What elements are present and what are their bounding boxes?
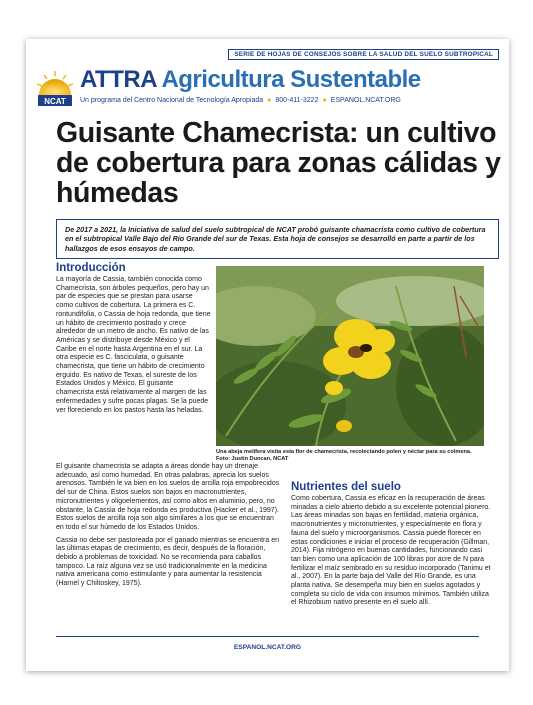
footer-rule bbox=[56, 636, 479, 637]
document-page bbox=[26, 39, 509, 671]
intro-paragraph-2: El guisante chamecrista se adapta a áreas donde hay un drenaje adecuado, así como humedad. En otras palabras, aprecia los suelos arenosos. También le va bien en los suelos de arcilla roja empobrecidos del sur de China. Estos suelos son bajos en macronutrientes, micronutrientes y oligoelementos, así como altos en aluminio, pero, no obstante, la Cassia de hoja redonda es productiva (Hacker et al., 1997). Estos suelos de arcilla roja son algo similares a los que se encuentran en todo el sur húmedo de los Estados Unidos. bbox=[56, 463, 280, 531]
intro-paragraph-1: La mayoría de Cassia, también conocida como Chamecrista, son árboles pequeños, pero hay un par de especies que se prestan para usarse como cultivos de cobertura. La primera es C. rontundifolia, o Cassia de hoja redonda, que tiene un hábito de crecimiento postrado y crece alrededor de un metro de ancho. Es nativo de las Américas y se distribuye desde México y el Caribe en el norte hasta Argentina en el sur. La otra especie es C. fasciculata, o guisante chamecrista, que tiene un hábito de crecimiento erguido. Es nativo de Texas, el sureste de los Estados Unidos y México. El guisante chamecrista está relativamente al margen de las enfermedades y sufre pocas plagas. Se la puede ver floreciendo en los pastos hasta las heladas. bbox=[56, 276, 211, 414]
photo-caption: Una abeja melífera visita esta flor de chamecrista, recolectando polen y néctar para su colmena. Foto: Justin Duncan, NCAT bbox=[216, 449, 472, 462]
logo-text: NCAT bbox=[44, 97, 66, 106]
intro-continued bbox=[56, 463, 281, 593]
flower-photo bbox=[216, 266, 484, 446]
nutrients-heading: Nutrientes del suelo bbox=[291, 481, 401, 493]
program-line: Un programa del Centro Nacional de Tecnología Apropiada ● 800-411-3222 ● ESPANOL.NCAT.ORG bbox=[80, 97, 401, 104]
footer-website-link[interactable]: ESPANOL.NCAT.ORG bbox=[233, 644, 302, 651]
intro-heading: Introducción bbox=[56, 262, 126, 274]
phone-number: 800-411-3222 bbox=[275, 97, 319, 104]
intro-section bbox=[56, 262, 211, 419]
program-name: Un programa del Centro Nacional de Tecnología Apropiada bbox=[80, 97, 264, 104]
ncat-sun-logo bbox=[35, 67, 75, 107]
series-label: SERIE DE HOJAS DE CONSEJOS SOBRE LA SALUD DEL SUELO SUBTROPICAL bbox=[228, 49, 499, 60]
page-title: Guisante Chamecrista: un cultivo de cobertura para zonas cálidas y húmedas bbox=[56, 117, 501, 209]
brand-attra: ATTRA bbox=[80, 66, 157, 93]
summary-box: De 2017 a 2021, la Iniciativa de salud del suelo subtropical de NCAT probó guisante chamacrista como cultivo de cobertura en el subtropical Valle Bajo del Río Grande del sur de Texas. Esta hoja de consejos se desarrolló en parte a partir de los hallazgos de esos ensayos de campo. bbox=[56, 219, 499, 259]
website: ESPANOL.NCAT.ORG bbox=[330, 97, 401, 104]
brand-title bbox=[80, 66, 421, 94]
nutrients-section bbox=[291, 481, 491, 612]
intro-paragraph-3: Cassia no debe ser pastoreada por el ganado mientras se encuentra en las últimas etapas de crecimiento, es decir, después de la floración, debido a problemas de toxicidad. No se recomienda para caballos tampoco. La raíz alguna vez se usó tradicionalmente en la medicina nativa americana como estimulante y para aumentar la resistencia (Harnel y Chiltoskey, 1975). bbox=[56, 536, 279, 588]
brand-subtitle: Agricultura Sustentable bbox=[161, 66, 421, 93]
nutrients-paragraph-1: Como cobertura, Cassia es eficaz en la recuperación de áreas minadas a cielo abierto debido a su excelente potencial pionero. Las áreas minadas son bajas en fertilidad, materia orgánica, macronutrientes y micronutrientes, y especialmente en flora y fauna del suelo y microorganismos. Cassia puede florecer en estas condiciones e iniciar el proceso de recuperación (Gillman, 2014). Fija nitrógeno en buenas cantidades, funcionando casi tan bien como una aplicación de 100 libras por acre de N para fertilizar el maíz sembrado en su residuo incorporado (Tanimu et al., 2007). En la parte baja del Valle del Río Grande, es una planta nativa. Se desempeña muy bien en suelos agotados y completa su ciclo de vida con insumos mínimos. También utiliza el Rhizobium nativo presente en el suelo allí. bbox=[291, 495, 491, 607]
